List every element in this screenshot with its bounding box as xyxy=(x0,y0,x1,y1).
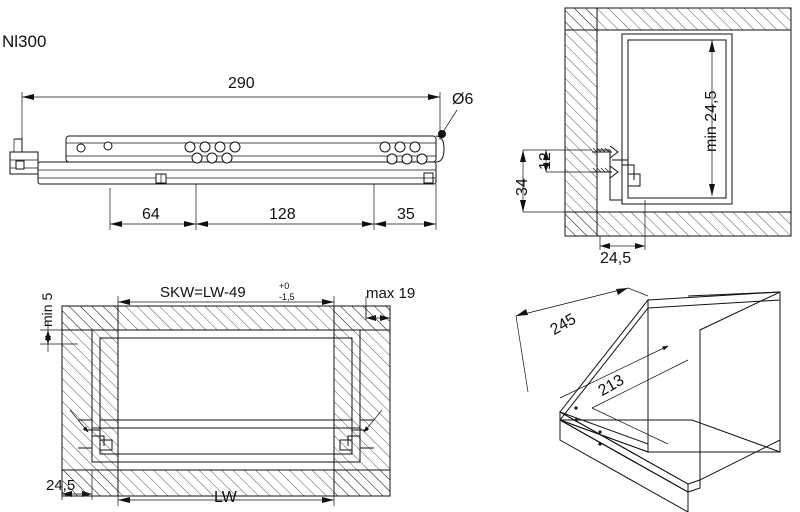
dim-label-245: 245 xyxy=(547,310,580,339)
dim-label-34: 34 xyxy=(514,178,531,196)
slide-profile xyxy=(38,136,444,184)
dim-label-min-5: min 5 xyxy=(39,292,55,327)
dim-label-12: 12 xyxy=(537,152,554,170)
dim-label-35: 35 xyxy=(397,206,415,223)
dim-label-min-24-5: min 24,5 xyxy=(703,90,720,152)
dim-label-290: 290 xyxy=(228,75,255,92)
cabinet-section xyxy=(520,8,791,250)
dim-label-skw: SKW=LW-49 xyxy=(160,284,246,301)
page-title: Nl300 xyxy=(2,32,47,51)
leader-dia6 xyxy=(438,110,457,138)
dim-label-lw: LW xyxy=(214,489,237,506)
dim-290 xyxy=(22,92,440,140)
dim-label-64: 64 xyxy=(142,206,160,223)
dim-label-skw-tol-lower: -1,5 xyxy=(279,292,295,302)
dim-label-dia6: Ø6 xyxy=(452,91,474,108)
dim-label-skw-tol-upper: +0 xyxy=(279,281,290,291)
dim-label-depth-24-5: 24,5 xyxy=(600,250,632,267)
dim-label-128: 128 xyxy=(269,206,296,223)
dim-label-213: 213 xyxy=(595,371,628,400)
drawer-front-section xyxy=(40,296,390,506)
dim-label-max-19: max 19 xyxy=(366,285,416,302)
dim-label-side-24-5: 24,5 xyxy=(46,477,76,494)
slide-left-bracket xyxy=(10,139,38,174)
